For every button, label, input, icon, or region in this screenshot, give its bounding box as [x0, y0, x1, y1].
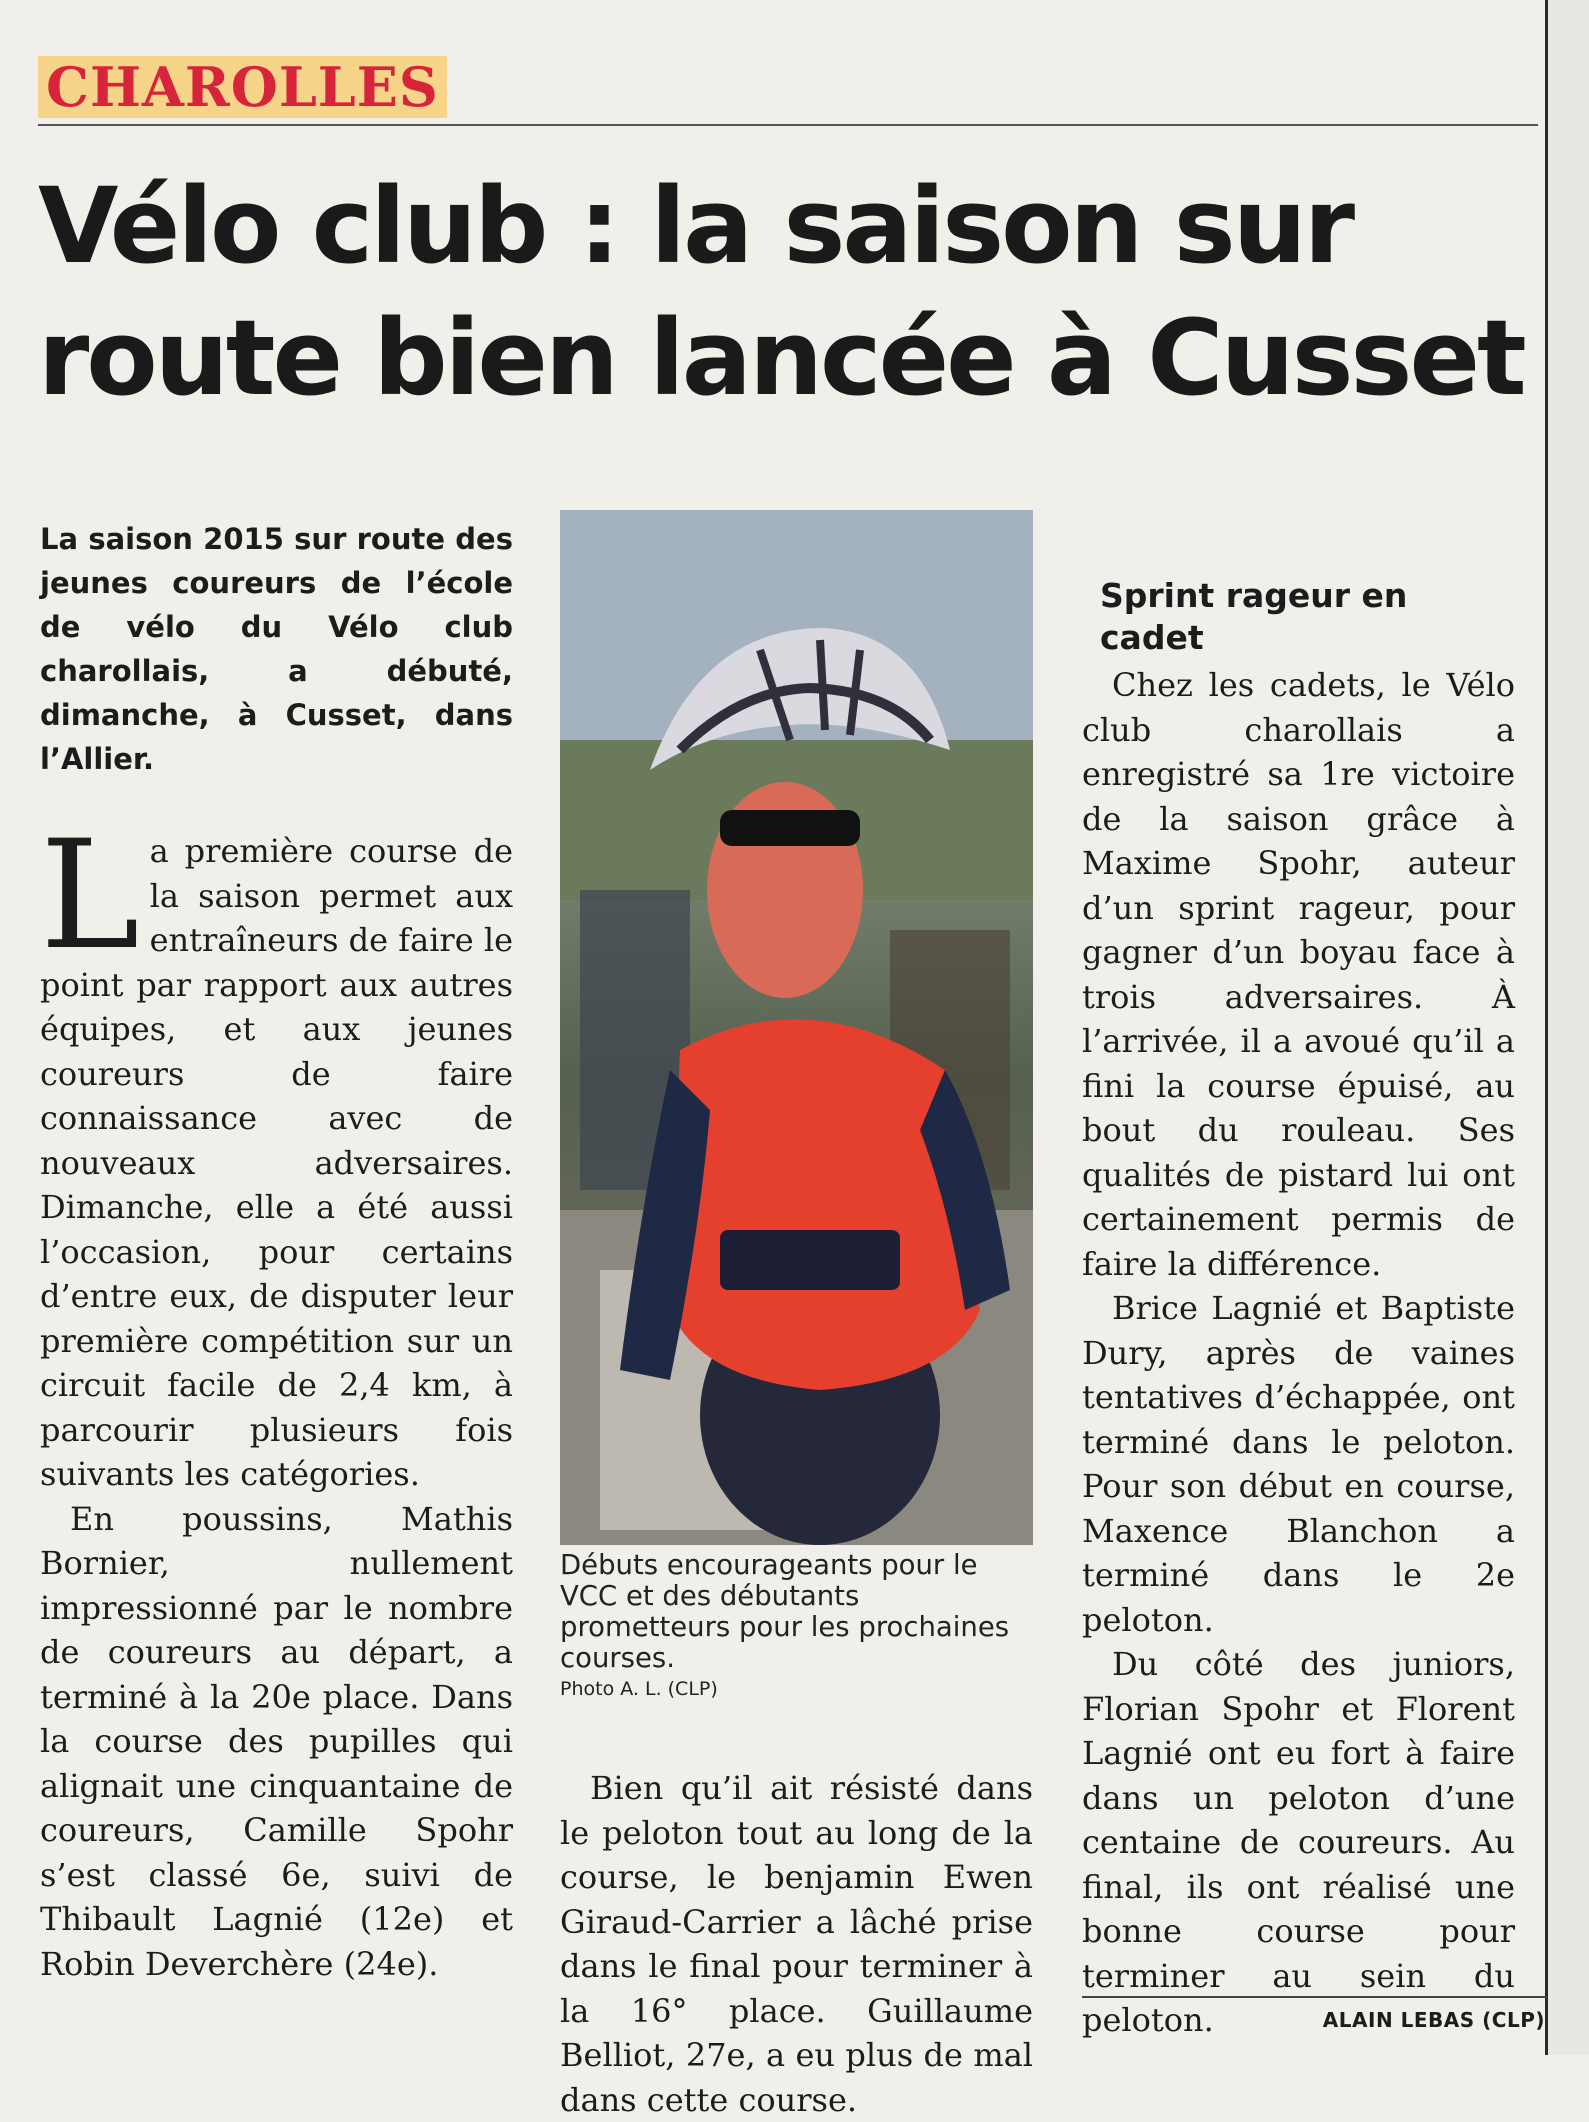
body-paragraph-4: Chez les cadets, le Vélo club charollais a enregistré sa 1re victoire de la saison grâce à Maxime Spohr, auteur d’un sprint rageur, pour gagner d’un boyau face à trois adversaires. À l’arrivée, il a avoué qu’il a fini la course épuisé, au bout du rouleau. Ses qualités de pistard lui ont certainement permis de faire la différence.	[1082, 666, 1515, 1283]
headline-line-1: Vélo club : la saison sur	[38, 165, 1353, 287]
photo-caption	[560, 1550, 1033, 1702]
column-middle	[560, 1766, 1033, 2122]
adjacent-page-edge	[1548, 0, 1589, 2055]
headline-line-2: route bien lancée à Cusset	[38, 297, 1524, 419]
section-rubric: CHAROLLES	[38, 56, 447, 118]
subheading: Sprint rageur en cadet	[1100, 576, 1408, 657]
body-paragraph-5: Brice Lagnié et Baptiste Dury, après de vaines tentatives d’échappée, ont terminé dans le peloton. Pour son début en course, Maxence Blanchon a terminé dans le 2e peloton.	[1082, 1289, 1515, 1639]
caption-text: Débuts encourageants pour le VCC et des débutants prometteurs pour les prochaines courses.	[560, 1549, 1010, 1674]
cyclist-photo	[560, 510, 1033, 1545]
photo-credit: Photo A. L. (CLP)	[560, 1678, 718, 1700]
cyclist-illustration	[560, 510, 1033, 1545]
byline-rule	[1082, 1996, 1547, 1998]
body-paragraph-3: Bien qu’il ait résisté dans le peloton tout au long de la course, le benjamin Ewen Giraud-Carrier a lâché prise dans le final pour terminer à la 16° place. Guillaume Belliot, 27e, a eu plus de mal dans cette course.	[560, 1769, 1033, 2119]
body-paragraph-2: En poussins, Mathis Bornier, nullement impressionné par le nombre de coureurs au départ, a terminé à la 20e place. Dans la course des pupilles qui alignait une cinquantaine de coureurs, Camille Spohr s’est classé 6e, suivi de Thibault Lagnié (12e) et Robin Deverchère (24e).	[40, 1499, 513, 1983]
drop-cap: L	[40, 809, 140, 983]
column-left	[40, 517, 513, 1986]
column-right	[1082, 517, 1515, 2043]
headline	[38, 160, 1538, 424]
rubric-rule	[38, 124, 1538, 126]
body-paragraph-6: Du côté des juniors, Florian Spohr et Florent Lagnié ont eu fort à faire dans un peloton d’une centaine de coureurs. Au final, ils ont réalisé une bonne course pour terminer au sein du peloton.	[1082, 1645, 1515, 2039]
byline: ALAIN LEBAS (CLP)	[1322, 2008, 1545, 2032]
body-paragraph-1-text: a première course de la saison permet aux entraîneurs de faire le point par rapport aux autres équipes, et aux jeunes coureurs de faire connaissance avec de nouveaux adversaires. Dimanche, elle a été aussi l’occasion, pour certains d’entre eux, de disputer leur première compétition sur un circuit facile de 2,4 km, à parcourir plusieurs fois suivants les catégories.	[40, 832, 513, 1493]
body-paragraph-1	[40, 809, 513, 1497]
page-edge-rule	[1545, 0, 1548, 2055]
lead-paragraph: La saison 2015 sur route des jeunes coureurs de l’école de vélo du Vélo club charollais, a débuté, dimanche, à Cusset, dans l’Allier.	[40, 522, 513, 776]
